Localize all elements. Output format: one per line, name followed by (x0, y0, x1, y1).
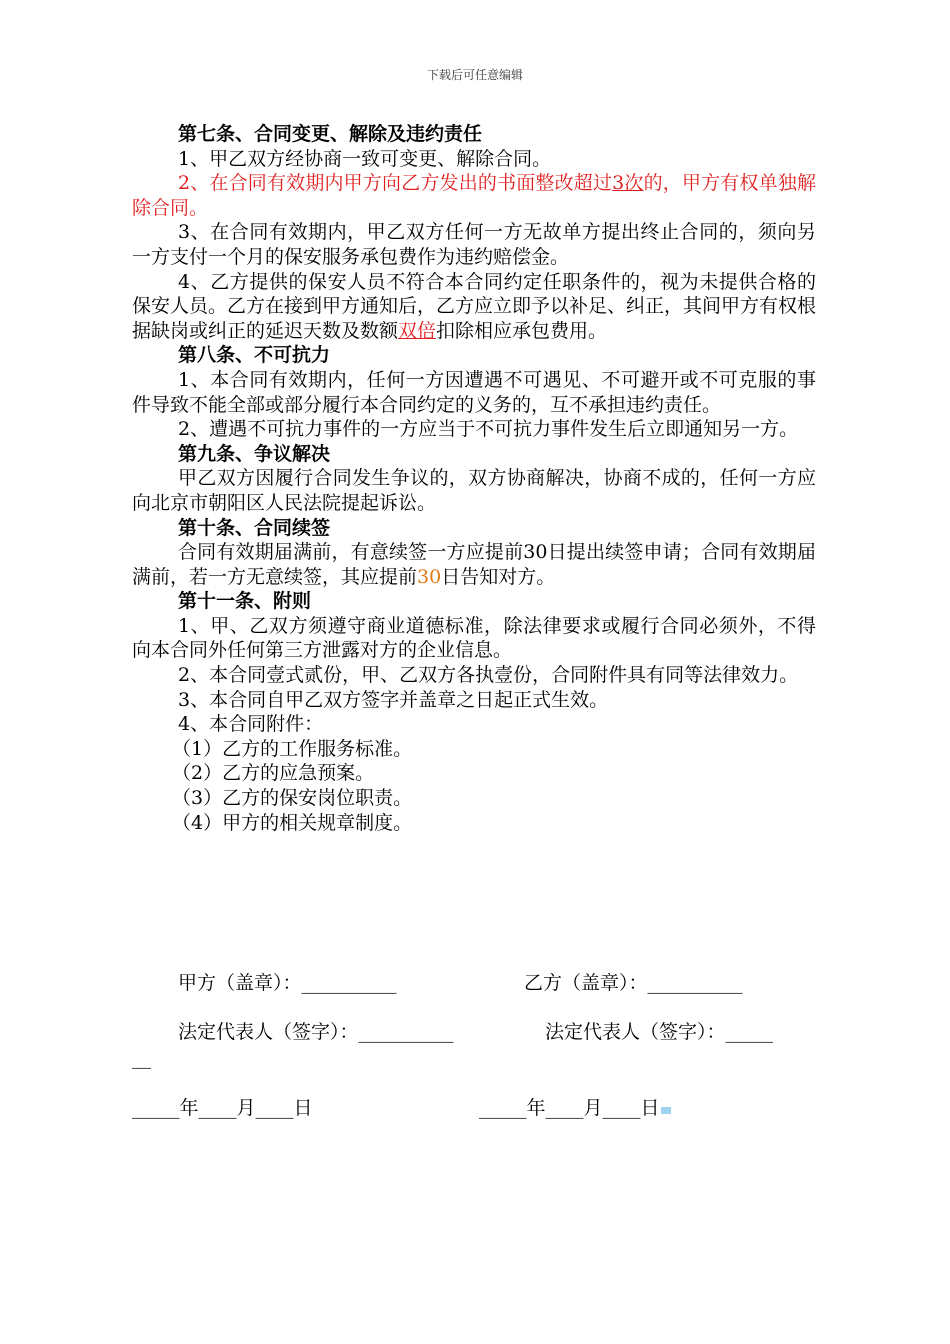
attachment-item: （2）乙方的应急预案。 (172, 762, 375, 785)
article7-clause4-text-a: 4、乙方提供的保安人员不符合本合同约定任职条件的，视为未提供合格的保安人员。乙方在接到甲方通知后，乙方应立即予以补足、纠正，其间甲方有权根据缺岗或纠正的延迟天数及数额 (132, 270, 817, 342)
contract-body (132, 122, 816, 835)
article8-title: 第八条、不可抗力 (178, 344, 331, 367)
article10-text-b: 日告知对方。 (441, 565, 556, 588)
party-b-representative-field-wrap: __ (132, 1047, 151, 1069)
article7-clause2-underlined: 3次 (612, 172, 644, 195)
party-a-representative-field: 法定代表人（签字）：__________ (178, 1021, 454, 1043)
party-a-date-field: _____年____月____日 (132, 1097, 313, 1119)
article7-clause2-text-a: 2、在合同有效期内甲方向乙方发出的书面整改超过 (178, 172, 613, 195)
article8-clause2: 2、遭遇不可抗力事件的一方应当于不可抗力事件发生后立即通知另一方。 (178, 418, 799, 441)
page-header: 下载后可任意编辑 (426, 68, 523, 82)
article7-clause2 (132, 171, 816, 220)
article8-clause1: 1、本合同有效期内，任何一方因遭遇不可遇见、不可避开或不可克服的事件导致不能全部或部分履行本合同约定的义务的，互不承担违约责任。 (132, 368, 816, 416)
party-b-seal-field: 乙方（盖章）：__________ (524, 972, 743, 994)
party-b-date-field (479, 1096, 671, 1121)
article7-clause3: 3、在合同有效期内，甲乙双方任何一方无故单方提出终止合同的，须向另一方支付一个月的保安服务承包费作为违约赔偿金。 (132, 221, 816, 268)
article7-clause1: 1、甲乙双方经协商一致可变更、解除合同。 (178, 147, 552, 170)
text-cursor-marker-icon (661, 1107, 671, 1114)
article7-clause4-underlined: 双倍 (398, 319, 437, 342)
attachment-item: （4）甲方的相关规章制度。 (172, 811, 413, 834)
article11-clause2: 2、本合同壹式贰份，甲、乙双方各执壹份，合同附件具有同等法律效力。 (178, 664, 799, 687)
party-a-seal-field: 甲方（盖章）：__________ (178, 972, 397, 994)
attachment-item: （3）乙方的保安岗位职责。 (172, 787, 413, 810)
article7-clause4-text-b: 扣除相应承包费用。 (436, 319, 608, 342)
attachment-item: （1）乙方的工作服务标准。 (172, 737, 413, 760)
article10-text-a: 合同有效期届满前，有意续签一方应提前30日提出续签申请；合同有效期届满前，若一方无意续签，其应提前 (132, 541, 816, 588)
article9-title: 第九条、争议解决 (178, 442, 331, 465)
article11-clause4: 4、本合同附件： (178, 713, 324, 736)
article7-title: 第七条、合同变更、解除及违约责任 (178, 123, 483, 145)
article11-clause3: 3、本合同自甲乙双方签字并盖章之日起正式生效。 (178, 688, 609, 711)
party-b-date-text: _____年____月____日 (479, 1097, 660, 1119)
article10-title: 第十条、合同续签 (178, 516, 331, 539)
article10-clause1 (132, 540, 816, 589)
article10-highlight: 30 (417, 565, 442, 588)
article11-title: 第十一条、附则 (178, 590, 312, 613)
article9-clause1: 甲乙双方因履行合同发生争议的，双方协商解决，协商不成的，任何一方应向北京市朝阳区人民法院提起诉讼。 (132, 467, 816, 514)
article7-clause4 (132, 270, 816, 344)
article7-clause2-text-b: 的，甲方有权单独解除合同。 (132, 172, 816, 219)
party-b-representative-field: 法定代表人（签字）：_____ (545, 1021, 774, 1043)
article11-clause1: 1、甲、乙双方须遵守商业道德标准，除法律要求或履行合同必须外，不得向本合同外任何第三方泄露对方的企业信息。 (132, 614, 816, 662)
